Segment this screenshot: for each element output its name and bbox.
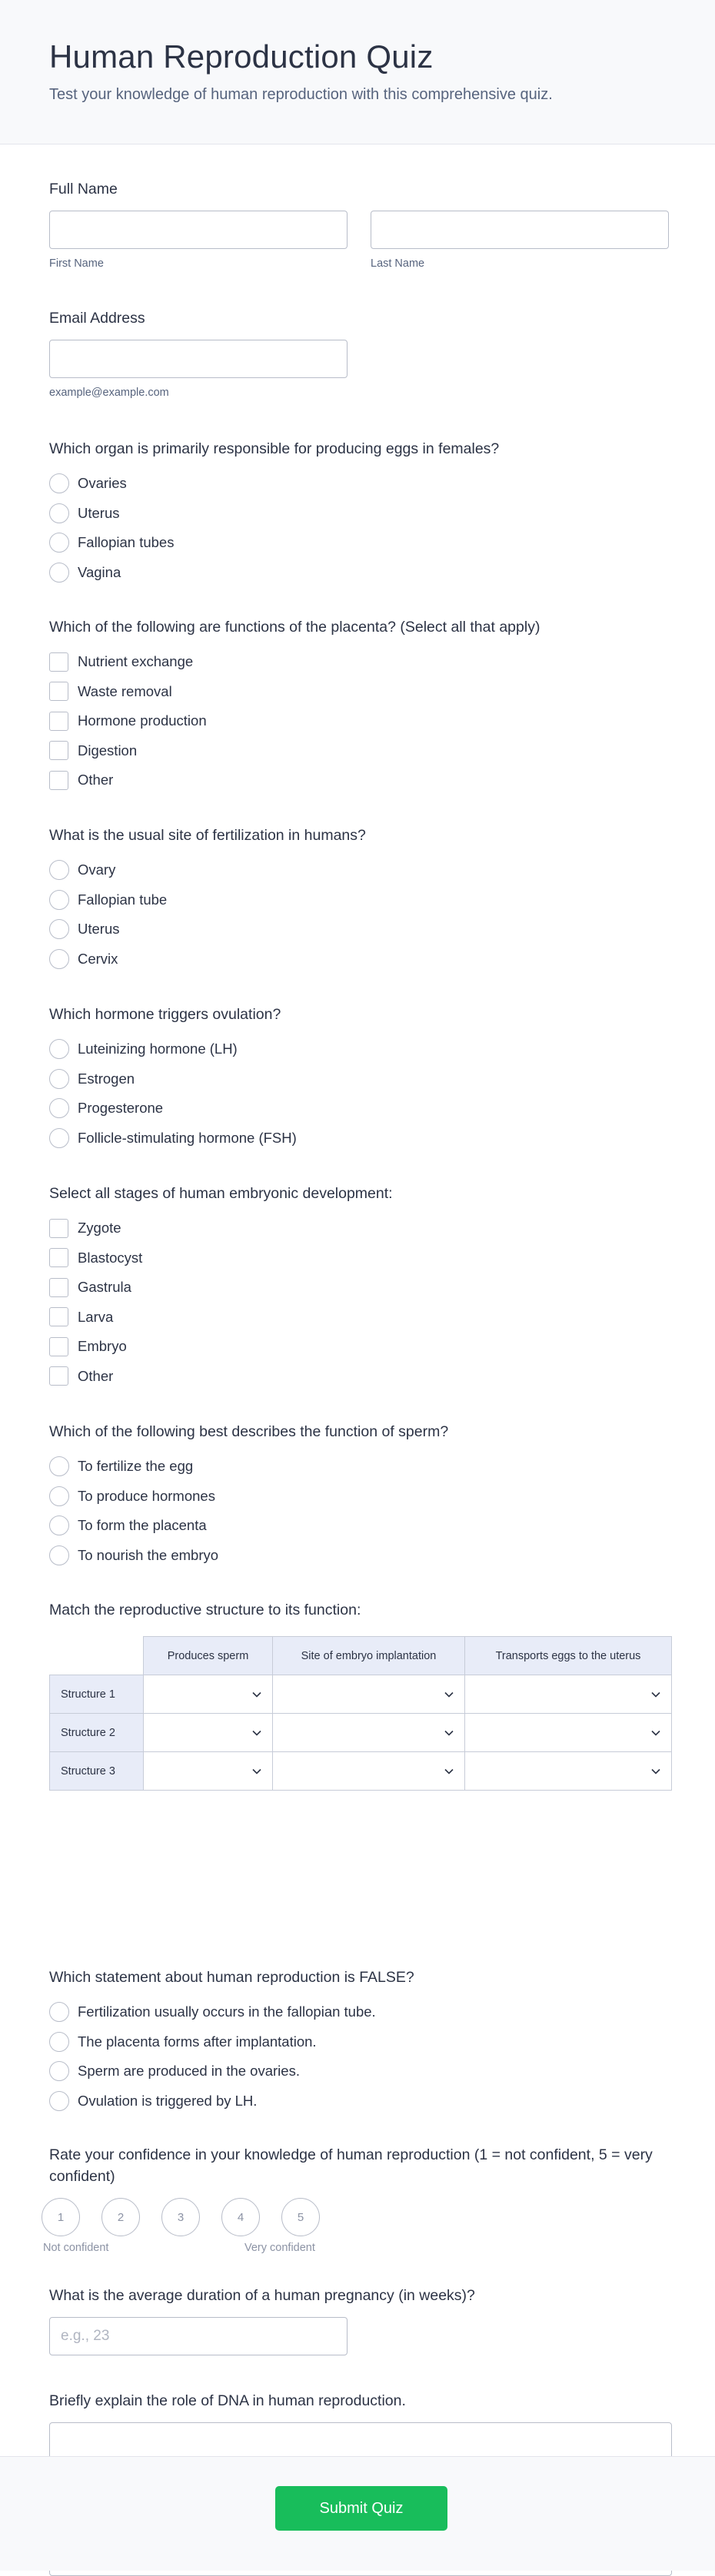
- chevron-down-icon: [252, 1730, 261, 1736]
- rating-scale: [42, 2198, 672, 2236]
- matrix-dropdown[interactable]: [144, 1714, 273, 1752]
- question-matrix: [49, 1599, 672, 1791]
- question-label: Which of the following are functions of the placenta? (Select all that apply): [49, 619, 540, 636]
- checkbox[interactable]: [49, 1337, 68, 1356]
- option-label: Luteinizing hormone (LH): [78, 1041, 238, 1057]
- option-label: Estrogen: [78, 1070, 135, 1087]
- radio-button[interactable]: [49, 1545, 69, 1565]
- question-label: Briefly explain the role of DNA in human reproduction.: [49, 2392, 406, 2409]
- rating-option[interactable]: 4: [221, 2198, 260, 2236]
- question-label: Which hormone triggers ovulation?: [49, 1006, 281, 1023]
- checkbox[interactable]: [49, 652, 68, 672]
- option-label: Waste removal: [78, 682, 172, 699]
- matrix-column-header: Transports eggs to the uterus: [465, 1637, 672, 1675]
- question-label: Match the reproductive structure to its function:: [49, 1602, 361, 1618]
- matrix-row-header: Structure 3: [50, 1752, 144, 1791]
- chevron-down-icon: [444, 1768, 454, 1774]
- radio-option[interactable]: [49, 1452, 672, 1482]
- question-label: Which organ is primarily responsible for producing eggs in females?: [49, 440, 500, 457]
- option-label: Zygote: [78, 1220, 121, 1237]
- question-label: Rate your confidence in your knowledge of human reproduction (1 = not confident, 5 = very confident): [49, 2146, 653, 2185]
- radio-button[interactable]: [49, 2002, 69, 2022]
- checkbox-option[interactable]: [49, 677, 672, 707]
- chevron-down-icon: [252, 1768, 261, 1774]
- page-subtitle: Test your knowledge of human reproduction with this comprehensive quiz.: [49, 86, 553, 103]
- matrix-row-header: Structure 2: [50, 1714, 144, 1752]
- question-embryonic-stages: [49, 1183, 672, 1391]
- question-ovary: [49, 438, 672, 587]
- radio-button[interactable]: [49, 890, 69, 910]
- full-name-field: [49, 178, 672, 270]
- option-label: Follicle-stimulating hormone (FSH): [78, 1129, 297, 1146]
- radio-option[interactable]: [49, 2027, 672, 2057]
- option-label: Uterus: [78, 921, 120, 938]
- radio-option[interactable]: [49, 558, 672, 588]
- question-ovulation-hormone: [49, 1004, 672, 1153]
- radio-button[interactable]: [49, 473, 69, 493]
- page-title: Human Reproduction Quiz: [49, 38, 434, 75]
- question-pregnancy-duration: [49, 2285, 672, 2355]
- radio-option[interactable]: [49, 1482, 672, 1512]
- email-sublabel: example@example.com: [49, 387, 169, 399]
- full-name-label: Full Name: [49, 181, 118, 198]
- radio-option[interactable]: [49, 915, 672, 944]
- option-label: Fallopian tube: [78, 891, 168, 908]
- first-name-sublabel: First Name: [49, 257, 104, 270]
- option-label: Uterus: [78, 504, 120, 521]
- radio-option[interactable]: [49, 1511, 672, 1541]
- radio-button[interactable]: [49, 949, 69, 969]
- question-placenta: [49, 616, 672, 795]
- radio-option[interactable]: [49, 1034, 672, 1064]
- matrix-dropdown[interactable]: [465, 1675, 672, 1714]
- question-fertilization-site: [49, 825, 672, 974]
- matrix-dropdown[interactable]: [144, 1675, 273, 1714]
- first-name-input[interactable]: [49, 211, 348, 249]
- rating-option[interactable]: 3: [161, 2198, 200, 2236]
- radio-option[interactable]: [49, 528, 672, 558]
- option-label: Gastrula: [78, 1279, 131, 1296]
- chevron-down-icon: [651, 1691, 660, 1698]
- option-label: Other: [78, 772, 114, 788]
- matrix-dropdown[interactable]: [465, 1714, 672, 1752]
- checkbox-option[interactable]: [49, 765, 672, 795]
- chevron-down-icon: [444, 1730, 454, 1736]
- form-header: [0, 0, 715, 144]
- last-name-sublabel: Last Name: [371, 257, 425, 270]
- option-label: Nutrient exchange: [78, 653, 194, 670]
- matrix-corner: [50, 1637, 144, 1675]
- matrix-column-header: Site of embryo implantation: [273, 1637, 465, 1675]
- checkbox[interactable]: [49, 1366, 68, 1386]
- option-label: Hormone production: [78, 712, 207, 729]
- question-sperm-function: [49, 1421, 672, 1570]
- option-label: Larva: [78, 1308, 114, 1325]
- radio-option[interactable]: [49, 499, 672, 529]
- option-label: Other: [78, 1367, 114, 1384]
- matrix-column-header: Produces sperm: [144, 1637, 273, 1675]
- chevron-down-icon: [252, 1691, 261, 1698]
- rating-option[interactable]: 1: [42, 2198, 80, 2236]
- form-footer: [0, 2456, 715, 2571]
- submit-quiz-button[interactable]: Submit Quiz: [275, 2486, 447, 2531]
- option-label: The placenta forms after implantation.: [78, 2033, 317, 2050]
- radio-option[interactable]: [49, 2056, 672, 2086]
- radio-option[interactable]: [49, 1124, 672, 1154]
- rating-option[interactable]: 2: [101, 2198, 140, 2236]
- checkbox[interactable]: [49, 741, 68, 760]
- radio-button[interactable]: [49, 503, 69, 523]
- radio-button[interactable]: [49, 1069, 69, 1089]
- question-label: What is the usual site of fertilization in humans?: [49, 827, 366, 844]
- radio-button[interactable]: [49, 919, 69, 939]
- question-label: What is the average duration of a human pregnancy (in weeks)?: [49, 2287, 475, 2304]
- checkbox[interactable]: [49, 1278, 68, 1297]
- checkbox[interactable]: [49, 682, 68, 701]
- radio-button[interactable]: [49, 1128, 69, 1148]
- option-label: To produce hormones: [78, 1487, 215, 1504]
- radio-button[interactable]: [49, 1456, 69, 1476]
- question-confidence-rating: [43, 2144, 672, 2257]
- matrix-row-header: Structure 1: [50, 1675, 144, 1714]
- option-label: Embryo: [78, 1338, 127, 1355]
- radio-option[interactable]: [49, 1064, 672, 1094]
- matrix-dropdown[interactable]: [273, 1714, 465, 1752]
- radio-button[interactable]: [49, 2032, 69, 2052]
- checkbox-option[interactable]: [49, 706, 672, 736]
- checkbox[interactable]: [49, 712, 68, 731]
- rating-high-label: Very confident: [244, 2242, 315, 2254]
- checkbox-option[interactable]: [49, 1213, 672, 1243]
- radio-button[interactable]: [49, 2091, 69, 2111]
- email-label: Email Address: [49, 310, 145, 327]
- chevron-down-icon: [444, 1691, 454, 1698]
- option-label: To nourish the embryo: [78, 1546, 219, 1563]
- rating-low-label: Not confident: [43, 2242, 109, 2254]
- option-label: Blastocyst: [78, 1249, 143, 1266]
- radio-button[interactable]: [49, 1486, 69, 1506]
- checkbox[interactable]: [49, 1307, 68, 1326]
- email-input[interactable]: [49, 340, 348, 378]
- checkbox[interactable]: [49, 1248, 68, 1267]
- matrix-dropdown[interactable]: [144, 1752, 273, 1791]
- question-label: Which of the following best describes the function of sperm?: [49, 1423, 449, 1440]
- radio-button[interactable]: [49, 1098, 69, 1118]
- option-label: Progesterone: [78, 1100, 164, 1117]
- option-label: To fertilize the egg: [78, 1458, 194, 1475]
- question-false-statement: [49, 1967, 672, 2116]
- radio-button[interactable]: [49, 563, 69, 583]
- radio-button[interactable]: [49, 1039, 69, 1059]
- checkbox-option[interactable]: [49, 1303, 672, 1333]
- question-label: Which statement about human reproduction is FALSE?: [49, 1969, 414, 1986]
- checkbox-option[interactable]: [49, 1273, 672, 1303]
- radio-option[interactable]: [49, 1541, 672, 1571]
- checkbox-option[interactable]: [49, 736, 672, 766]
- radio-option[interactable]: [49, 2086, 672, 2116]
- radio-option[interactable]: [49, 944, 672, 974]
- radio-option[interactable]: [49, 1094, 672, 1124]
- checkbox-option[interactable]: [49, 1332, 672, 1362]
- checkbox-option[interactable]: [49, 1243, 672, 1273]
- radio-option[interactable]: [49, 885, 672, 915]
- radio-button[interactable]: [49, 533, 69, 553]
- option-label: Ovulation is triggered by LH.: [78, 2092, 258, 2109]
- option-label: Sperm are produced in the ovaries.: [78, 2063, 300, 2080]
- matrix-dropdown[interactable]: [465, 1752, 672, 1791]
- matrix-table: [49, 1636, 672, 1791]
- option-label: Digestion: [78, 742, 138, 759]
- radio-button[interactable]: [49, 2061, 69, 2081]
- question-label: Select all stages of human embryonic development:: [49, 1185, 393, 1202]
- chevron-down-icon: [651, 1730, 660, 1736]
- option-label: Cervix: [78, 950, 118, 967]
- option-label: Vagina: [78, 563, 121, 580]
- radio-option[interactable]: [49, 1997, 672, 2027]
- option-label: Fallopian tubes: [78, 534, 175, 551]
- radio-option[interactable]: [49, 469, 672, 499]
- matrix-dropdown[interactable]: [273, 1675, 465, 1714]
- matrix-dropdown[interactable]: [273, 1752, 465, 1791]
- pregnancy-weeks-input[interactable]: [49, 2317, 348, 2355]
- last-name-input[interactable]: [371, 211, 669, 249]
- email-field: [49, 307, 672, 399]
- checkbox-option[interactable]: [49, 647, 672, 677]
- checkbox[interactable]: [49, 771, 68, 790]
- radio-button[interactable]: [49, 1515, 69, 1535]
- checkbox-option[interactable]: [49, 1362, 672, 1392]
- option-label: Ovaries: [78, 475, 127, 492]
- radio-button[interactable]: [49, 860, 69, 880]
- option-label: To form the placenta: [78, 1517, 207, 1534]
- option-label: Fertilization usually occurs in the fallopian tube.: [78, 2003, 376, 2020]
- rating-option[interactable]: 5: [281, 2198, 320, 2236]
- chevron-down-icon: [651, 1768, 660, 1774]
- radio-option[interactable]: [49, 855, 672, 885]
- option-label: Ovary: [78, 861, 116, 878]
- checkbox[interactable]: [49, 1219, 68, 1238]
